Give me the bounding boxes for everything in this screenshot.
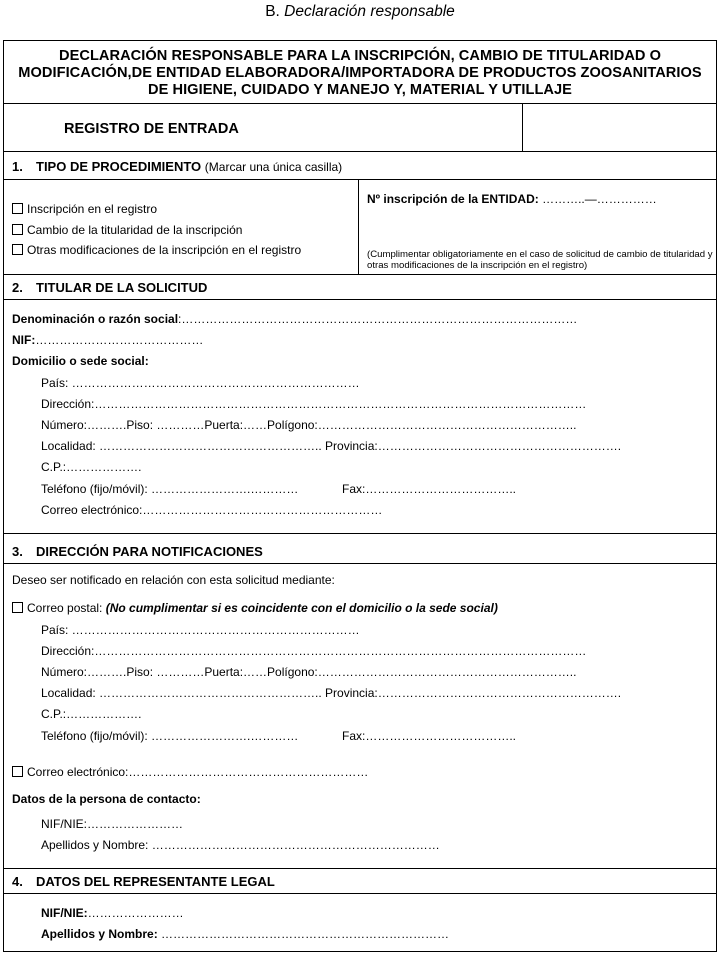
notif-localidad-field[interactable]: Localidad: ……………………………………………….. Provincia:……………………………………………………. <box>41 686 622 700</box>
checkbox-otras-modificaciones[interactable] <box>12 244 23 255</box>
divider <box>4 274 716 275</box>
option-otras-modificaciones[interactable]: Otras modificaciones de la inscripción en el registro <box>12 243 301 257</box>
inscription-number-field[interactable] <box>367 192 657 206</box>
section-4-header: 4. DATOS DEL REPRESENTANTE LEGAL <box>12 874 275 889</box>
checkbox-correo-postal[interactable] <box>12 602 23 613</box>
divider <box>4 179 716 180</box>
option-cambio-titularidad[interactable]: Cambio de la titularidad de la inscripción <box>12 223 242 237</box>
registro-entrada-label: REGISTRO DE ENTRADA <box>64 121 239 137</box>
divider <box>4 533 716 534</box>
option-correo-electronico[interactable] <box>12 765 368 779</box>
notif-direccion-field[interactable]: Dirección:…………………………………………………………………………………………………………… <box>41 644 587 658</box>
contact-name-field[interactable]: Apellidos y Nombre: ……………………………………………………………… <box>41 838 440 852</box>
form-title-line-2: MODIFICACIÓN,DE ENTIDAD ELABORADORA/IMPORTADORA DE PRODUCTOS ZOOSANITARIOS <box>18 65 702 81</box>
checkbox-cambio-titularidad[interactable] <box>12 224 23 235</box>
section-3-header: 3. DIRECCIÓN PARA NOTIFICACIONES <box>12 544 263 559</box>
notif-telefono-field[interactable]: Teléfono (fijo/móvil): …………………….………… <box>41 729 299 743</box>
section-2-header: 2. TITULAR DE LA SOLICITUD <box>12 280 208 295</box>
section-4-title: DATOS DEL REPRESENTANTE LEGAL <box>36 874 275 889</box>
divider <box>4 893 716 894</box>
titular-cp-field[interactable]: C.P.:………………. <box>41 460 142 474</box>
correo-postal-label: Correo postal: <box>27 601 103 615</box>
checkbox-correo-electronico[interactable] <box>12 766 23 777</box>
section-1-header: 1. TIPO DE PROCEDIMIENTO (Marcar una única casilla) <box>12 159 343 174</box>
inscription-number-value: ………..—…………… <box>542 192 657 206</box>
domicilio-label: Domicilio o sede social: <box>12 354 149 368</box>
titular-direccion-field[interactable]: Dirección:…………………………………………………………………………………………………………… <box>41 397 587 411</box>
option-correo-postal[interactable] <box>12 601 498 615</box>
section-1-note: (Marcar una única casilla) <box>204 160 343 174</box>
page-heading-title: Declaración responsable <box>284 3 455 20</box>
divider <box>4 868 716 869</box>
titular-pais-field[interactable]: País: ……………………………………………………………… <box>41 376 360 390</box>
divider <box>4 151 716 152</box>
representante-name-label: Apellidos y Nombre: <box>41 927 158 941</box>
section-1-title: TIPO DE PROCEDIMIENTO <box>36 159 202 174</box>
page-heading-prefix: B. <box>265 3 280 20</box>
page-heading <box>0 3 720 21</box>
form-title-line-3: DE HIGIENE, CUIDADO Y MANEJO Y, MATERIAL Y UTILLAJE <box>148 82 572 98</box>
denominacion-field[interactable]: Denominación o razón social:……………………………………………………………………………………… <box>12 312 578 326</box>
inscription-number-label: Nº inscripción de la ENTIDAD: <box>367 192 539 206</box>
divider <box>522 103 523 151</box>
correo-postal-note: (No cumplimentar si es coincidente con el domicilio o la sede social) <box>105 601 498 615</box>
option-inscripcion[interactable]: Inscripción en el registro <box>12 202 157 216</box>
titular-numero-field[interactable]: Número:……….Piso: …………Puerta:……Polígono:……………………………………………………….. <box>41 418 577 432</box>
nif-label: NIF: <box>12 333 36 347</box>
contact-nif-field[interactable]: NIF/NIE:…………………… <box>41 817 184 831</box>
section-3-title: DIRECCIÓN PARA NOTIFICACIONES <box>36 544 263 559</box>
notif-numero-field[interactable]: Número:……….Piso: …………Puerta:……Polígono:……………………………………………………….. <box>41 665 577 679</box>
divider <box>4 299 716 300</box>
declaration-form <box>3 40 717 952</box>
notif-pais-field[interactable]: País: ……………………………………………………………… <box>41 623 360 637</box>
titular-correo-field[interactable]: Correo electrónico:…………………………………………………… <box>41 503 383 517</box>
checkbox-inscripcion[interactable] <box>12 203 23 214</box>
titular-telefono-field[interactable]: Teléfono (fijo/móvil): …………………….………… <box>41 482 299 496</box>
nif-field[interactable]: NIF:…………………………………… <box>12 333 204 347</box>
form-title-line-1: DECLARACIÓN RESPONSABLE PARA LA INSCRIPCIÓN, CAMBIO DE TITULARIDAD O <box>58 48 662 64</box>
inscription-footnote: (Cumplimentar obligatoriamente en el caso de solicitud de cambio de titularidad y otras modificaciones de la inscripción en el registro) <box>367 249 713 271</box>
titular-localidad-field[interactable]: Localidad: ……………………………………………….. Provincia:……………………………………………………. <box>41 439 622 453</box>
representante-nif-field[interactable]: NIF/NIE:…………………… <box>41 906 184 920</box>
representante-name-field[interactable]: Apellidos y Nombre: ……………………………………………………………… <box>41 927 450 941</box>
divider <box>358 179 359 274</box>
denominacion-label: Denominación o razón social <box>12 312 179 326</box>
notif-cp-field[interactable]: C.P.:………………. <box>41 707 142 721</box>
notif-email-field: Correo electrónico:…………………………………………………… <box>27 765 369 779</box>
contact-heading: Datos de la persona de contacto: <box>12 792 201 806</box>
divider <box>4 563 716 564</box>
titular-fax-field[interactable]: Fax:……………………………….. <box>342 482 517 496</box>
notification-intro: Deseo ser notificado en relación con esta solicitud mediante: <box>12 573 335 587</box>
notif-fax-field[interactable]: Fax:……………………………….. <box>342 729 517 743</box>
form-title <box>4 48 716 99</box>
section-2-title: TITULAR DE LA SOLICITUD <box>36 280 208 295</box>
representante-nif-label: NIF/NIE: <box>41 906 88 920</box>
divider <box>4 103 716 104</box>
